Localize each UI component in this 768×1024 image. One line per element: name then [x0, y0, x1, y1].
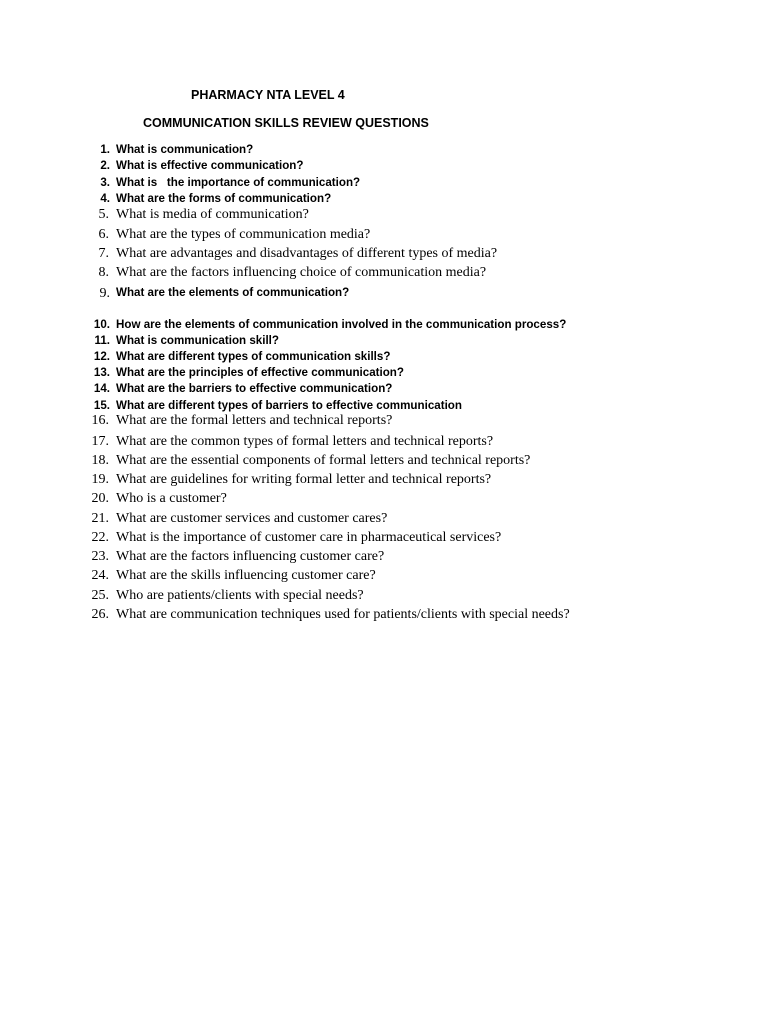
question-number: 2. [100, 159, 110, 172]
question-text: What are the elements of communication? [116, 286, 350, 299]
question-number: 19. [91, 472, 109, 487]
question-text: What is communication skill? [116, 334, 279, 347]
question-number: 15. [93, 399, 110, 412]
question-number: 13. [93, 366, 110, 379]
question-text: What are the factors influencing choice of communication media? [116, 265, 487, 280]
question-number: 21. [91, 511, 109, 526]
question-number: 5. [98, 207, 109, 222]
question-number: 23. [91, 549, 109, 564]
question-text: What are the forms of communication? [116, 192, 332, 205]
question-text: What are the types of communication media? [116, 227, 371, 242]
question-number: 16. [91, 413, 109, 428]
question-number: 22. [91, 530, 109, 545]
question-text: Who is a customer? [116, 491, 227, 506]
question-text: What is the importance of communication? [116, 176, 361, 189]
question-text: What are the skills influencing customer care? [116, 568, 376, 583]
question-text: Who are patients/clients with special needs? [116, 588, 364, 603]
page-subtitle: COMMUNICATION SKILLS REVIEW QUESTIONS [143, 116, 429, 130]
question-text: What are the essential components of formal letters and technical reports? [116, 453, 531, 468]
question-number: 10. [93, 318, 110, 331]
question-number: 4. [100, 192, 110, 205]
question-number: 7. [98, 246, 109, 261]
question-text: What are the formal letters and technical reports? [116, 413, 393, 428]
question-number: 1. [100, 143, 110, 156]
question-text: What are the barriers to effective communication? [116, 382, 393, 395]
question-number: 25. [91, 588, 109, 603]
question-text: What is media of communication? [116, 207, 309, 222]
question-number: 18. [91, 453, 109, 468]
question-number: 3. [100, 176, 110, 189]
question-text: What are communication techniques used for patients/clients with special needs? [116, 607, 570, 622]
question-number: 14. [93, 382, 110, 395]
question-number: 24. [91, 568, 109, 583]
question-number: 8. [98, 265, 109, 280]
question-text: What is effective communication? [116, 159, 304, 172]
question-text: What are different types of communication skills? [116, 350, 391, 363]
question-text: How are the elements of communication involved in the communication process? [116, 318, 567, 331]
question-number: 11. [94, 334, 110, 347]
question-text: What are different types of barriers to effective communication [116, 399, 462, 412]
question-number: 12. [93, 350, 110, 363]
question-text: What are the principles of effective communication? [116, 366, 404, 379]
question-text: What is the importance of customer care in pharmaceutical services? [116, 530, 502, 545]
question-number: 17. [91, 434, 109, 449]
page-title: PHARMACY NTA LEVEL 4 [191, 88, 345, 102]
question-text: What are the factors influencing customer care? [116, 549, 385, 564]
question-number: 6. [98, 227, 109, 242]
question-text: What is communication? [116, 143, 254, 156]
question-number: 9. [99, 286, 110, 301]
question-text: What are advantages and disadvantages of different types of media? [116, 246, 498, 261]
question-number: 20. [91, 491, 109, 506]
question-text: What are guidelines for writing formal letter and technical reports? [116, 472, 492, 487]
question-text: What are customer services and customer cares? [116, 511, 388, 526]
question-text: What are the common types of formal letters and technical reports? [116, 434, 494, 449]
question-number: 26. [91, 607, 109, 622]
